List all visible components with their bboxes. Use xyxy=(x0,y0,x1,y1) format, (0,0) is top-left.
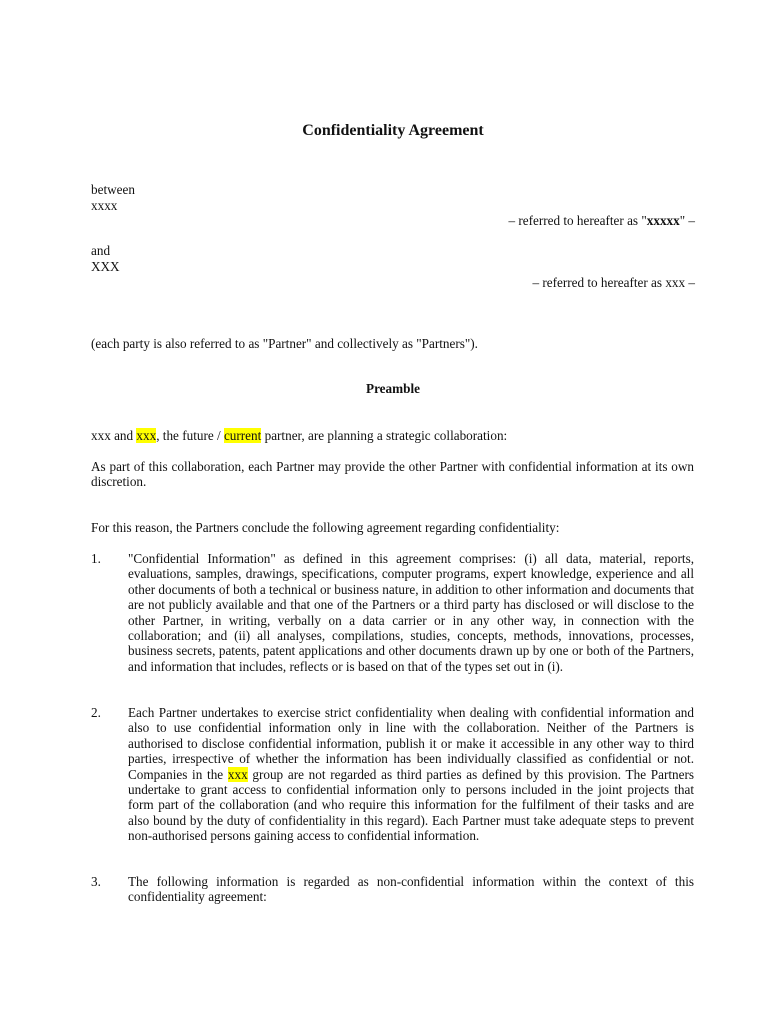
clause-number: 1. xyxy=(91,551,101,566)
clause-2 xyxy=(91,705,694,844)
preamble-paragraph-3: For this reason, the Partners conclude the following agreement regarding confidentiality: xyxy=(91,520,560,535)
party1-name: xxxx xyxy=(91,198,118,213)
party1-referred xyxy=(508,213,695,228)
highlighted-text: current xyxy=(223,428,262,443)
preamble-p1-text-a: xxx and xyxy=(91,428,137,443)
party1-referred-prefix: – referred to hereafter as " xyxy=(508,213,647,228)
preamble-paragraph-2: As part of this collaboration, each Partner may provide the other Partner with confidential information at its own discretion. xyxy=(91,459,694,490)
party1-referred-suffix: " – xyxy=(679,213,695,228)
preamble-paragraph-1 xyxy=(91,428,507,443)
party1-intro: between xyxy=(91,182,135,197)
document-title: Confidentiality Agreement xyxy=(302,122,484,139)
preamble-heading: Preamble xyxy=(366,381,420,396)
party1-referred-name: xxxxx xyxy=(646,213,680,228)
highlighted-text: xxx xyxy=(136,428,157,443)
clause-3 xyxy=(91,874,694,905)
clause-1 xyxy=(91,551,694,674)
clause-2-text-b: group are not regarded as third parties as defined by this provision. The Partners undertake to grant access to confidential information only to persons included in the joint projects that form part of the collaboration (and who require this information for the fulfilment of their tasks and are also bound by the duty of confidentiality in this regard). Each Partner must take adequate steps to prevent non-authorised persons gaining access to confidential information. xyxy=(128,766,694,844)
clause-number: 2. xyxy=(91,705,101,720)
clause-2-text-a: Each Partner undertakes to exercise strict confidentiality when dealing with confidential information and also to use confidential information only in line with the collaboration. Neither of the Partners is authorised to disclose confidential information, publish it or make it accessible in any other way to third parties, irrespective of whether the information has been individually classified as confidential or not. Companies in the xyxy=(128,705,694,782)
party2-name: XXX xyxy=(91,259,120,274)
clause-number: 3. xyxy=(91,874,101,889)
party2-intro: and xyxy=(91,243,111,258)
clause-text xyxy=(128,705,694,844)
preamble-p1-text-c: partner, are planning a strategic collaboration: xyxy=(261,428,508,443)
preamble-p1-text-b: , the future / xyxy=(156,428,224,443)
highlighted-text: xxx xyxy=(227,766,248,782)
clause-text: The following information is regarded as non-confidential information within the context of this confidentiality agreement: xyxy=(128,874,694,905)
clause-text: "Confidential Information" as defined in this agreement comprises: (i) all data, material, reports, evaluations, samples, drawings, specifications, computer programs, expert knowledge, experience and all other documents of both a technical or business nature, in addition to other information and documents that are not publicly available and that one of the Partners or a third party has disclosed or will disclose to the other Partner, in writing, verbally on a data carrier or in any other way, in connection with the collaboration; and (ii) all analyses, compilations, studies, concepts, methods, innovations, processes, business secrets, patents, patent applications and other documents drawn up by one or both of the Partners, and information that includes, reflects or is based on that of the types set out in (i). xyxy=(128,551,694,674)
party2-referred: – referred to hereafter as xxx – xyxy=(532,275,695,290)
parties-note: (each party is also referred to as "Partner" and collectively as "Partners"). xyxy=(91,336,478,351)
